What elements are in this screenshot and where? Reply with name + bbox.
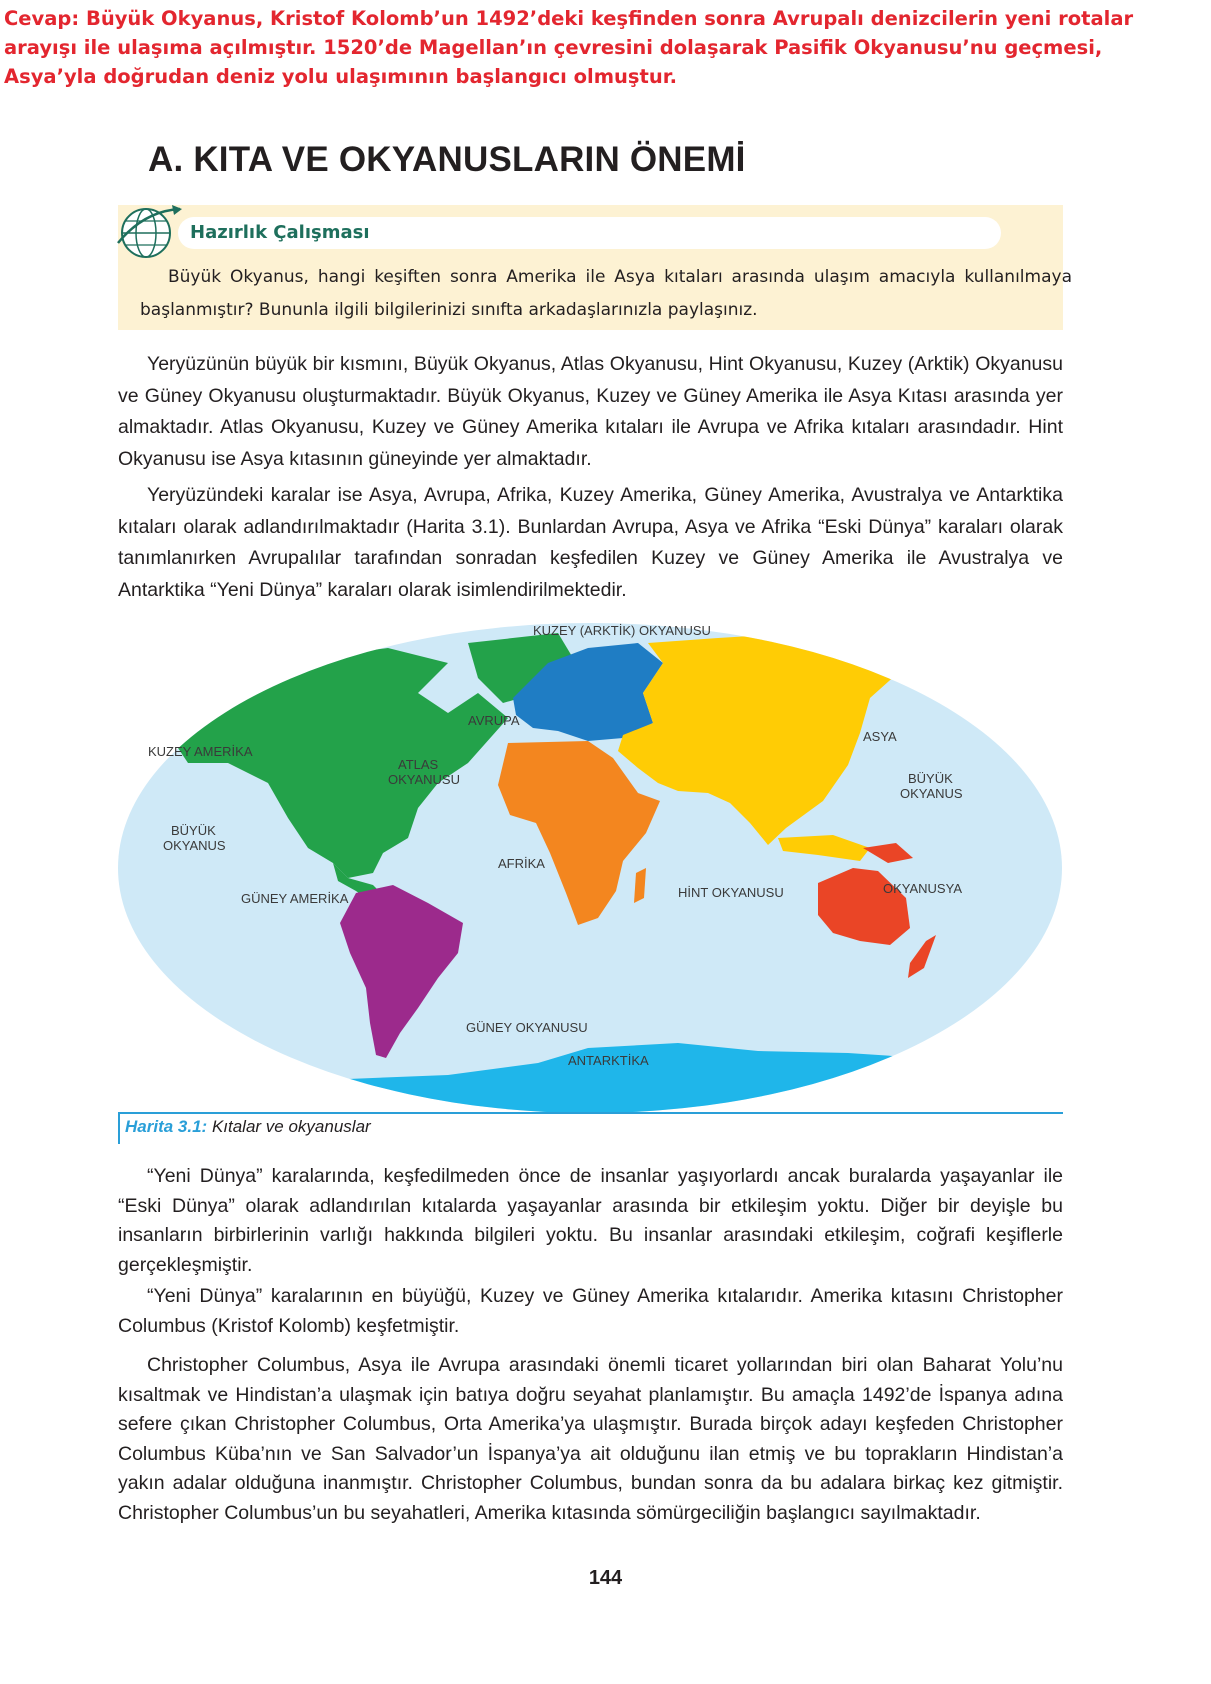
preparation-box bbox=[118, 205, 1072, 330]
paragraph-text: “Yeni Dünya” karalarının en büyüğü, Kuzey ve Güney Amerika kıtalarıdır. Amerika kıtasını Christopher Columbus (Kristof Kolomb) keşfetmiştir. bbox=[118, 1285, 1063, 1337]
preparation-question: Büyük Okyanus, hangi keşiften sonra Amerika ile Asya kıtaları arasında ulaşım amacıyla kullanılmaya başlanmıştır? Bununla ilgili bilgilerinizi sınıfta arkadaşlarınızla paylaşınız. bbox=[140, 267, 1072, 320]
label-africa: AFRİKA bbox=[498, 856, 545, 871]
label-indian-ocean: HİNT OKYANUSU bbox=[678, 885, 784, 900]
paragraph-continents bbox=[118, 480, 1063, 606]
label-europe: AVRUPA bbox=[468, 713, 520, 728]
section-title: A. KITA VE OKYANUSLARIN ÖNEMİ bbox=[148, 140, 746, 179]
answer-line-1: Cevap: Büyük Okyanus, Kristof Kolomb’un 1492’deki keşfinden sonra Avrupalı denizcilerin yeni rotalar bbox=[4, 7, 1134, 30]
label-pacific-west-line-1: BÜYÜK bbox=[171, 823, 216, 838]
label-asia: ASYA bbox=[863, 729, 897, 744]
paragraph-text: Yeryüzündeki karalar ise Asya, Avrupa, Afrika, Kuzey Amerika, Güney Amerika, Avustralya ve Antarktika kıtaları olarak adlandırılmaktadır (Harita 3.1). Bunlardan Avrupa, Asya ve Afrika “Eski Dünya” karaları olarak tanımlanırken Avrupalılar tarafından sonradan keşfedilen Kuzey ve Güney Amerika ile Avustralya ve Antarktika “Yeni Dünya” karaları olarak isimlendirilmektedir. bbox=[118, 484, 1063, 601]
label-southern-ocean: GÜNEY OKYANUSU bbox=[466, 1020, 588, 1035]
label-atlantic-line-1: ATLAS bbox=[398, 757, 439, 772]
caption-bar bbox=[118, 1112, 120, 1144]
answer-line-2: arayışı ile ulaşıma açılmıştır. 1520’de Magellan’ın çevresini dolaşarak Pasifik Okyanusu’nu geçmesi, bbox=[4, 36, 1103, 59]
caption-number: Harita 3.1: bbox=[125, 1117, 208, 1136]
preparation-title: Hazırlık Çalışması bbox=[190, 222, 370, 243]
label-north-america: KUZEY AMERİKA bbox=[148, 744, 253, 759]
answer-text bbox=[4, 4, 1184, 91]
paragraph-oceans bbox=[118, 349, 1063, 475]
map-caption bbox=[125, 1117, 371, 1137]
paragraph-text: “Yeni Dünya” karalarında, keşfedilmeden önce de insanlar yaşıyorlardı ancak buralarda yaşayanlar ile “Eski Dünya” olarak adlandırılan kıtalarda yaşayanlar arasında bir etkileşim yoktu. Diğer bir deyişle bu insanların birbirlerinin varlığı hakkında bilgileri yoktu. Bu insanlar arasındaki etkileşim, coğrafi keşiflerle gerçekleşmiştir. bbox=[118, 1165, 1063, 1276]
caption-text: Kıtalar ve okyanuslar bbox=[211, 1117, 371, 1136]
globe-icon bbox=[114, 201, 184, 261]
answer-line-3: Asya’yla doğrudan deniz yolu ulaşımının başlangıcı olmuştur. bbox=[4, 65, 677, 88]
page-number: 144 bbox=[588, 1567, 623, 1589]
label-pacific-east-line-2: OKYANUS bbox=[900, 786, 963, 801]
caption-rule bbox=[118, 1112, 1063, 1114]
label-oceania: OKYANUSYA bbox=[883, 881, 962, 896]
paragraph-text: Christopher Columbus, Asya ile Avrupa arasındaki önemli ticaret yollarından biri olan Baharat Yolu’nu kısaltmak ve Hindistan’a ulaşmak için batıya doğru seyahat planlamıştır. Bu amaçla 1492’de İspanya adına sefere çıkan Christopher Columbus, Orta Amerika’ya ulaşmıştır. Burada birçok adayı keşfeden Christopher Columbus Küba’nın ve San Salvador’un İspanya’ya ait olduğunu ilan etmiş ve bu toprakların Hindistan’a yakın adalar olduğuna inanmıştır. Christopher Columbus, bundan sonra da bu adalara birkaç kez gitmiştir. Christopher Columbus’un bu seyahatleri, Amerika kıtasında sömürgeciliğin başlangıcı sayılmaktadır. bbox=[118, 1354, 1063, 1524]
label-pacific-east-line-1: BÜYÜK bbox=[908, 771, 953, 786]
world-map bbox=[118, 623, 1063, 1113]
paragraph-new-world bbox=[118, 1162, 1063, 1280]
paragraph-columbus bbox=[118, 1351, 1063, 1528]
label-south-america: GÜNEY AMERİKA bbox=[241, 891, 349, 906]
label-pacific-west-line-2: OKYANUS bbox=[163, 838, 226, 853]
paragraph-text: Yeryüzünün büyük bir kısmını, Büyük Okyanus, Atlas Okyanusu, Hint Okyanusu, Kuzey (Arktik) Okyanusu ve Güney Okyanusu oluşturmaktadır. Büyük Okyanus, Kuzey ve Güney Amerika ile Asya Kıtası arasında yer almaktadır. Atlas Okyanusu, Kuzey ve Güney Amerika kıtaları ile Avrupa ve Afrika kıtaları arasındadır. Hint Okyanusu ise Asya kıtasının güneyinde yer almaktadır. bbox=[118, 353, 1063, 470]
paragraph-america bbox=[118, 1282, 1063, 1341]
label-atlantic-line-2: OKYANUSU bbox=[388, 772, 460, 787]
label-arctic-ocean: KUZEY (ARKTİK) OKYANUSU bbox=[533, 623, 711, 638]
label-antarctica: ANTARKTİKA bbox=[568, 1053, 649, 1068]
